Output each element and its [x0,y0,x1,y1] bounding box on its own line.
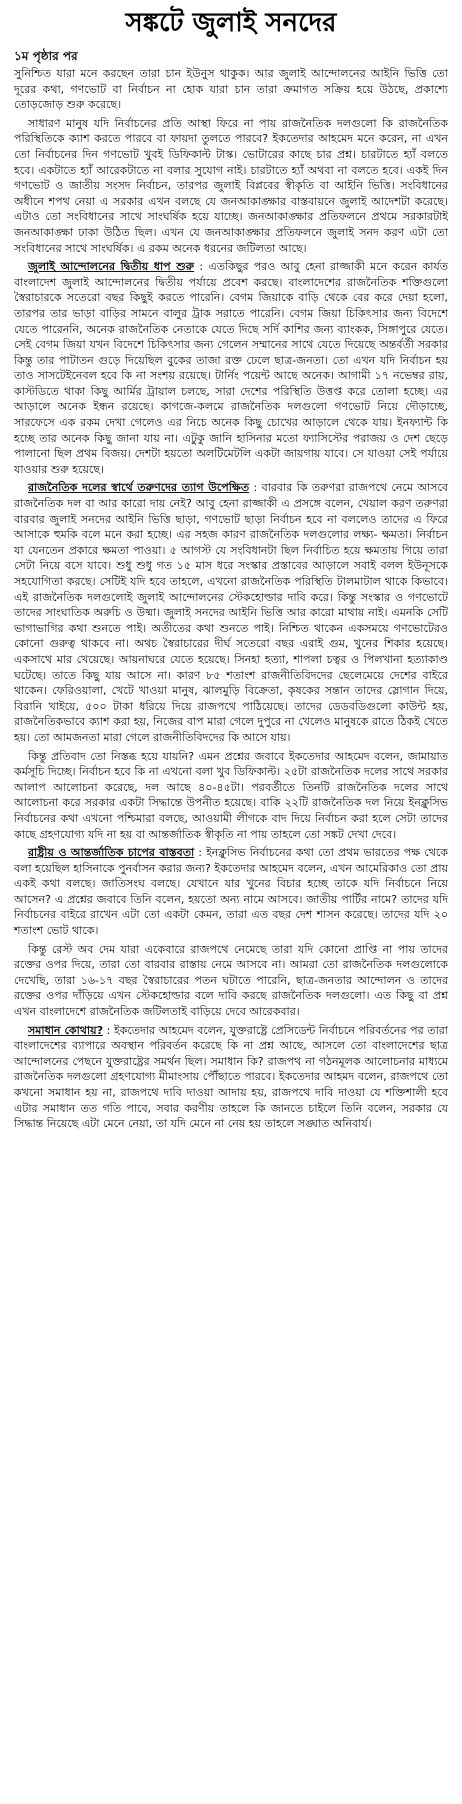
paragraph-text: কিন্তু প্রতিবাদ তো নিস্তব্ধ হয়ে যায়নি? এমন প্রশ্নের জবাবে ইকতেদার আহমেদ বলেন, জামায়াত কর্মসূচি দিচ্ছে। নির্বাচন হবে কি না এখনো বলা খুব ডিফিকাল্ট। ২৫টা রাজনৈতিক দলের সাথে সরকার আলাপ আলোচনা করেছে, দল আছে ৪০-৪৫টা। পরবর্তীতে তিনটি রাজনৈতিক দলের সাথে আলোচনা করে সরকার একটা সিদ্ধান্তে উপনীত হয়েছে। বাকি ২২টি রাজনৈতিক দল নিয়ে ইনক্লুসিভ নির্বাচনের কথা এখনো পশ্চিমারা বলছে, আওয়ামী লীগকে বাদ দিয়ে নির্বাচন করা হলে সেটা তাদের কাছে গ্রহণযোগ্য যদি না হয় বা আন্তর্জাতিক স্বীকৃতি না পায় তাহলে তো সঙ্কট দেখা দেবে। [14,749,448,841]
paragraph-text: সাধারণ মানুষ যদি নির্বাচনের প্রতি আস্থা ফিরে না পায় রাজনৈতিক দলগুলো কি রাজনৈতিক পরিস্থিতিকে ক্যাশ করতে পারবে বা ফায়দা তুলতে পারবে? ইকতেদার আহমেদ মনে করেন, না এখন তো নির্বাচনের দিন গণভোট খুবই ডিফিকাল্ট টাস্ক। ভোটারের কাছে চার প্রশ্ন। চারটাতে হ্যাঁ বলতে হবে। একটাতে হ্যাঁ আরেকটাতে না বলার সুযোগ নাই। চারটাতে হ্যাঁ অথবা না বলতে হবে। একই দিন গণভোট ও জাতীয় সংসদ নির্বাচন, তারপর জুলাই বিপ্লবের স্বীকৃতি বা আইনি ভিত্তি। সংবিধানের অধীনে শপথ নেয়া এ সরকার এখন বলছে যে জনআকাঙ্ক্ষার বাস্তবায়নে জুলাই আদেশটা করেছে। এটাও তো সংবিধানের সাথে সাংঘর্ষিক হয়ে যাচ্ছে। জনআকাঙ্ক্ষার প্রতিফলনে প্রথমে সরকারটাই জনআকাঙ্ক্ষা ঢাকা উঠিত ছিল। এখন যে জনআকাঙ্ক্ষার প্রতিফলনে জুলাই সনদ করণ এটা তো সংবিধানের সাথে সাংঘর্ষিক। এ রকম অনেক ধরনের জটিলতা আছে। [14,116,448,255]
paragraph-text: : এতকিছুর পরও আবু হেনা রাজ্জাকী মনে করেন কার্যত বাংলাদেশ জুলাই আন্দোলনের দ্বিতীয় পর্যায়ে প্রবেশ করছে। বাংলাদেশের রাজনৈতিক শক্তিগুলো স্বৈরাচারকে সতেরো বছর কিছুই করতে পারেনি। বেগম জিয়াকে বাড়ি থেকে বের করে দেয়া হলো, তারপর তার ভাড়া বাড়ির সামনে বালুর ট্রাক সরাতে পারেনি। বেগম জিয়া চিকিৎসার জন্য বিদেশে যেতে পারেননি, অনেক রাজনৈতিক নেতাকে যেতে দিছে সর্দি কাশির জন্য ব্যাংকক, সিঙ্গাপুরে যেতে। সেই বেগম জিয়া যখন বিদেশে চিকিৎসার জন্য গেলেন সম্মানের সাথে যেতে দিয়েছে অন্তর্বর্তী সরকার কিন্তু তার পাটাতন গুড়ে দিয়েছিল বুকের তাজা রক্ত ঢেলে ছাত্র-জনতা। তো এখন যদি নির্বাচন হয় তাও সাসটেইনেবল হবে কি না সংশয় রয়েছে। টার্নিং পয়েন্ট আছে অনেক। আগামী ১৭ নভেম্বর রায়, কাস্টডিতে থাকা কিছু আর্মির ট্রায়াল চলছে, সারা দেশের পরিস্থিতি উত্তপ্ত করে তোলা হচ্ছে। এর আড়ালে অনেক ইন্ধন রয়েছে। কাগজে-কলমে রাজনৈতিক দলগুলো গণভোট নিয়ে দৌড়াচ্ছে, সারফেসে এক রকম দেখা গেলেও এর নিচে অনেক কিছু চোখের আড়ালে থেকে যায়। ইনফ্যান্ট কি হচ্ছে তার অনেক কিছু জানা যায় না। এটুকু জানি হাসিনার মতো ফ্যাসিস্টের পরাজয় ও দেশ ছেড়ে পালানো ছিল প্রথম বিজয়। দেশটা হয়তো অলটিমেটলি একটা জায়গায় যাবে। সে যাওয়া সেই পর্যায়ে যাওয়ার শুরু হয়েছে। [14,260,448,476]
paragraph-text: কিন্তু রেস্ট অব দেম যারা একেবারে রাজপথে নেমেছে তারা যদি কোনো প্রাপ্তি না পায় তাদের রক্তের ওপর দিয়ে, তারা তো বারবার রাস্তায় নেমে আসবে না। আমরা তো রাজনৈতিক দলগুলোকে দেখেছি, তারা ১৬-১৭ বছর স্বৈরাচারের পতন ঘটাতে পারেনি, ছাত্র-জনতার আন্দোলন ও তাদের রক্তের ওপর দাঁড়িয়ে এখন স্টেকহোল্ডার বলে দাবি করছে রাজনৈতিক দলগুলো। এত কিছু বা প্রশ্ন এখন বাংলাদেশে রাজনৈতিক জটিলতাই বাড়িয়ে দেবে আরেকবার। [14,942,448,1019]
section-subheading: সমাধান কোথায়? [28,1023,103,1037]
article-paragraph [14,749,448,843]
paragraph-text: : বারবার কি তরুণরা রাজপথে নেমে আসবে রাজনৈতিক দল বা আর কারো দায় নেই? আবু হেনা রাজ্জাকী এ প্রসঙ্গে বলেন, খেয়াল করণ তরুণরা বারবার জুলাই সনদের আইনি ভিত্তি ছাড়া, গণভোট ছাড়া নির্বাচন হবে না বললেও তাদের এ ফিরে আসাকে হুমকি বলে মনে করা হচ্ছে। এর সহজ কারণ রাজনৈতিক দলগুলোর লক্ষ্য- ক্ষমতা। নির্বাচন যা যেনতেন প্রকারে ক্ষমতা পাওয়া। ৫ আগস্ট যে সংবিধানটা ছিল নির্বাচিত হয়ে ক্ষমতায় গিয়ে তারা সেটা নিয়ে বসে যাবে। শুধু শুধু গত ১৫ মাস ধরে সংস্কার প্রস্তাবের আড়ালে সবাই বলল ইউনূসকে সহযোগিতা করছে। সেটিই যদি হবে তাহলে, এখনো রাজনৈতিক পরিস্থিতি টালমাটাল থাকে কিভাবে। এই রাজনৈতিক দলগুলোই জুলাই আন্দোলনের স্টেকহোল্ডার দাবি করে। কিন্তু সংস্কার ও গণভোটে তাদের সাংঘাতিক অরুচি ও উষ্মা। জুলাই সনদের আইনি ভিত্তি আর কারো মাথায় নাই। এমনকি সেটি ভাগাভাগির কথা শুনতে পাই। অতীতের কথা শুনতে পাই। নিশ্চিত থাকেন একসময়ে গণভোটেরও কোনো গুরুত্ব থাকবে না। অথচ স্বৈরাচারের দীর্ঘ সতেরো বছর এরাই গুম, খুনের শিকার হয়েছে। একসাথে মার খেয়েছে। আয়নাঘরে যেতে হয়েছে। সিনহা হত্যা, শাপলা চত্বর ও পিলখানা হত্যাকাণ্ড ঘটেছে। তাতে কিছু যায় আসে না। কারণ ৮৫ শতাংশ রাজনীতিবিদদের ছেলেমেয়ে দেশের বাইরে থাকেন। ফেরিওয়ালা, খেটে খাওয়া মানুষ, ঝালমুড়ি বিক্রেতা, কৃষকের সন্তান তাদের স্লোগান দিয়ে, বিরানি খাইয়ে, ৫০০ টাকা ধরিয়ে দিয়ে রাজপথে পাঠিয়েছে। তাদের ডেডবডিগুলো কাউন্ট হয়, রাজনৈতিকভাবে ক্যাশ করা হয়, নিজের বাপ মারা গেলে দুপুরে না খেলেও মানুষকে রাতে ঠিকই খেতে হয়। তো আমজনতা মারা গেলে রাজনীতিবিদদের কি আসে যায়। [14,481,448,744]
article-paragraph [14,1023,448,1132]
article-paragraph [14,116,448,256]
continued-from-label: ১ম পৃষ্ঠার পর [14,49,78,63]
section-subheading: জুলাই আন্দোলনের দ্বিতীয় ধাপ শুরু [28,260,195,274]
article-body [14,66,448,1132]
paragraph-text: : ইনক্লুসিভ নির্বাচনের কথা তো প্রথম ভারতের পক্ষ থেকে বলা হয়েছিল হাসিনাকে পুনর্বাসন করার জন্য? ইকতেদার আহমেদ বলেন, এখন আমেরিকাও তো প্রায় একই কথা বলছে। জাতিসংঘ বলছে। যেখানে যার খুনের বিচার হচ্ছে তাকে যদি নির্বাচনে নিয়ে আসেন? এ প্রশ্নের জবাবে তিনি বলেন, হয়তো অন্য নামে আসবে। জাতীয় পার্টির নামে? তাদের যদি নির্বাচনের বাইরে রাখেন এটা তো একটা কেমন, তারা এত বছর দেশ শাসন করেছে। তাদের যদি ২০ শতাংশ ভোট থাকে। [14,846,448,938]
section-subheading: রাষ্ট্রীয় ও আন্তর্জাতিক চাপের বাস্তবতা [28,846,195,860]
paragraph-text: সুনিশ্চিত যারা মনে করছেন তারা চান ইউনুস থাকুক। আর জুলাই আন্দোলনের আইনি ভিত্তি তো দূরের কথা, গণভোট বা নির্বাচন না হোক যারা চান তারা ক্রমাগত সক্রিয় হয়ে উঠছে, প্রকাশ্যে তোড়জোড় শুরু করেছে। [14,67,448,112]
article-headline: সঙ্কটে জুলাই সনদের [125,8,337,38]
article-paragraph [14,845,448,939]
paragraph-text: : ইকতেদার আহমেদ বলেন, যুক্তরাষ্ট্রে প্রেসিডেন্ট নির্বাচনে পরিবর্তনের পর তারা বাংলাদেশের ব্যাপারে অবস্থান পরিবর্তন করেছে কি না প্রশ্ন আছে, আসলে তো বাংলাদেশের ছাত্র আন্দোলনের পেছনে যুক্তরাষ্ট্রের সমর্থন ছিল। সমাধান কি? রাজপথ না গঠনমূলক আলোচনার মাধ্যমে রাজনৈতিক দলগুলো গ্রহণযোগ্য মীমাংসায় পৌঁছাতে পারবে। ইকতেদার আহমদ বলেন, রাজপথে তো কখনো সমাধান হয় না, রাজপথে দাবি দাওয়া আদায় হয়, রাজপথে দাবি দাওয়া যে শক্তিশালী হবে এটার সমাধান তত গতি পাবে, সবার করণীয় তাহলে কি জানতে চাইলে তিনি বলেন, সরকার যে সিদ্ধান্ত নিয়েছে এটা মেনে নেয়া, তা যদি মেনে না নেয় হয় তাহলে সঙ্ঘাত অনিবার্য। [14,1023,448,1131]
section-subheading: রাজনৈতিক দলের স্বার্থে তরুণদের ত্যাগ উপেক্ষিত [28,481,250,495]
article-paragraph [14,480,448,745]
article-paragraph [14,259,448,477]
article-paragraph [14,66,448,113]
article-paragraph [14,942,448,1020]
